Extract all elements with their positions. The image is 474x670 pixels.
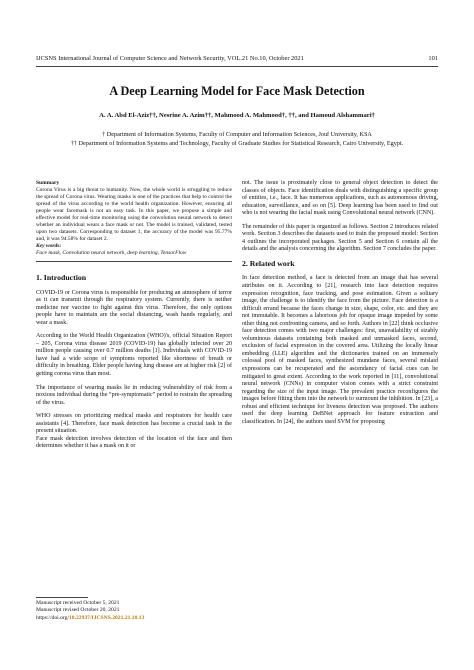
related-work-paragraph: In face detection method, a face is detected from an image that has several attributes on it. According to [21], research into face detection requires expression recognition, face tracking, and pose estimation. Given a solitary image, the challenge is to identify the face from the picture. Face detection is a difficult errand because the faces change in size, shape, color, etc. and they are not immutable. It becomes a laborious job for opaque image impeded by some other thing not confronting camera, and so forth. Authors in [22] think occlusive face detection comes with two major challenges: first, unavailability of sizably voluminous datasets containing both masked and unmasked faces, second, exclusion of facial expression in the covered area. Utilizing the locally linear embedding (LLE) algorithm and the dictionaries trained on an immensely colossal pool of masked faces, synthesized mundane faces, several mislaid expressions can be recuperated and the ascendancy of facial cues can be mitigated to great extent. According to the work reported in [11], convolutional neural network (CNNs) in computer vision comes with a strict constraint regarding the size of the input image. The prevalent practice reconfigures the images before fitting them into the network to surmount the inhibition. In [23], a robust and efficient technique for liveness detection was proposed. The authors used the deep learning DeBNet approach for feature extraction and classification. In [24], the authors used SVM for proposing [242, 275, 438, 425]
abstract-divider [36, 261, 232, 262]
journal-citation: IJCSNS International Journal of Computer Science and Network Security, VOL.21 No.10, October 2021 [36, 55, 304, 62]
affiliations [56, 131, 418, 148]
intro-paragraph-1: COVID-19 or Corona virus is responsible for producing an atmosphere of terror as it can transmit through the respiratory system. Currently, there is neither medicine nor vaccine to fight against this virus. Therefore, the only options people have to maintain are the social distancing, wash hands regularly, and wear a mask. [36, 289, 232, 326]
intro-paragraph-2: According to the World Health Organization (WHO)'s, official Situation Report – 205, Corona virus disease 2019 (COVID-19) has globally infected over 20 million people causing over 0.7 million deaths [1]. Individuals with COVID-19 have had a wide scope of symptoms reported like shortness of breath or difficulty in breathing. Elder people having lung disease are at higher risk [2] of getting corona virus than most. [36, 333, 232, 378]
author-list: A. A. Abd El-Aziz††, Nesrine A. Azim††, Mahmood A. Mahmood†, ††, and Hamoud Alshammari† [99, 112, 375, 119]
paper-organization-paragraph: The remainder of this paper is organized as follows. Section 2 introduces related work. Section 3 describes the datasets used to train the proposed model: Section 4 outlines the incorporated packages. Section 5 and Section 6 contain all the details and the analysis concerning the algorithm. Section 7 concludes the paper. [242, 223, 438, 253]
keywords-text: Face mask, Convolution neural network, deep learning, TensorFlow [36, 250, 187, 256]
left-column [36, 180, 232, 457]
affiliation-1: † Department of Information Systems, Faculty of Computer and Information Sciences, Jouf University, KSA [102, 131, 372, 138]
doi-line [36, 615, 144, 622]
affiliation-2: †† Department of Information Systems and Technology, Faculty of Graduate Studies for Statistical Research, Cairo University, Egypt. [70, 139, 404, 147]
abstract-text: Corona Virus is a big threat to humanity. Now, the whole world is struggling to reduce the spread of Corona virus. Wearing masks is one of the practices that help to control the spread of the virus according to the world health organization. However, ensuring all people wear facemask is not an easy task. In this paper, we propose a simple and effective model for real-time monitoring using the convolution neural network to detect whether an individual wears a face mask or not. The model is trained, validated, tested upon two datasets. Corresponding to dataset 1, the accuracy of the model was 95.77% and, it was 94.58% for dataset 2. [36, 187, 232, 242]
abstract-block [36, 180, 232, 257]
doi-prefix: https://doi.org/ [36, 614, 69, 621]
footnotes [36, 600, 144, 622]
intro-paragraph-4: WHO stresses on prioritizing medical masks and respirators for health care assistants [4]. Therefore, face mask detection has become a crucial task in the present situation. [36, 413, 232, 435]
manuscript-received: Manuscript received October 5, 2021 [36, 600, 120, 606]
section-heading-introduction: 1. Introduction [36, 273, 87, 282]
intro-paragraph-3: The importance of wearing masks lie in reducing vulnerability of risk from a noxious individual during the “pre-symptomatic” period to restrain the spreading of the virus. [36, 384, 232, 406]
footnote-divider [36, 597, 88, 598]
doi-link[interactable]: 10.22937/IJCSNS.2021.21.10.13 [69, 614, 145, 621]
paper-title: A Deep Learning Model for Face Mask Detection [109, 84, 365, 98]
abstract-heading: Summary [36, 180, 60, 186]
manuscript-revised: Manuscript revised October 20, 2021 [36, 607, 120, 614]
intro-continuation-paragraph: not. The issue is proximately close to general object detection to detect the classes of objects. Face identification deals with distinguishing a specific group of entities, i.e., face. It has numerous applications, such as autonomous driving, education, surveillance, and so on [5]. Deep learning has been used to find out who is not wearing the facial mask using Convolutional neural network (CNN). [242, 180, 438, 217]
keywords-heading: Key words: [36, 243, 62, 249]
right-column [242, 180, 438, 432]
section-heading-related-work: 2. Related work [242, 258, 295, 268]
intro-paragraph-5: Face mask detection involves detection of the location of the face and then determines whether it has a mask on it or [36, 435, 232, 450]
page-number: 101 [428, 55, 438, 62]
running-header [36, 55, 438, 65]
header-divider [36, 66, 438, 67]
